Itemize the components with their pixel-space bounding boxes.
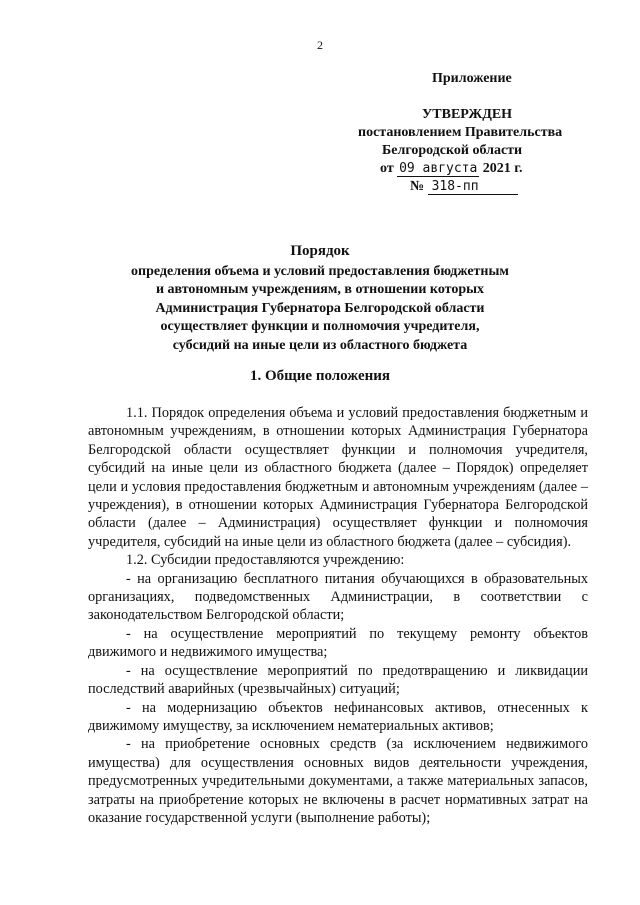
- list-item: - на осуществление мероприятий по текущему ремонту объектов движимого и недвижимого имущества;: [88, 625, 588, 661]
- approval-block: [330, 70, 630, 196]
- title-line: определения объема и условий предоставления бюджетным: [131, 263, 509, 279]
- handwritten-date: 09 августа: [399, 161, 478, 176]
- number-prefix: №: [410, 179, 425, 194]
- decree-year: 2021 г.: [482, 161, 523, 176]
- title-line: субсидий на иные цели из областного бюджета: [172, 337, 468, 353]
- handwritten-number: 318-пп: [428, 179, 518, 195]
- approved-label: УТВЕРЖДЕН: [422, 107, 513, 122]
- paragraph: 1.2. Субсидии предоставляются учреждению:: [126, 552, 405, 569]
- document-title: [0, 242, 640, 355]
- title-main: Порядок: [290, 243, 350, 259]
- list-item: - на приобретение основных средств (за исключением недвижимого имущества) для осуществления основных видов деятельности учреждения, предусмотренных учредительными документами, а также материальных запасов, затраты на приобретение которых не включены в расчет нормативных затрат на оказание государственной услуги (выполнение работы);: [88, 736, 588, 826]
- title-line: и автономным учреждениям, в отношении которых: [155, 282, 485, 297]
- page-number: 2: [317, 38, 323, 52]
- title-line: Администрация Губернатора Белгородской области: [155, 300, 485, 316]
- list-item: - на осуществление мероприятий по предотвращению и ликвидации последствий аварийных (чрезвычайных) ситуаций;: [88, 662, 588, 698]
- decree-label: постановлением Правительства: [358, 125, 563, 140]
- list-item: - на организацию бесплатного питания обучающихся в образовательных организациях, подведомственных Администрации, в соответствии с законодательством Белгородской области;: [88, 570, 588, 624]
- list-item: - на модернизацию объектов нефинансовых активов, отнесенных к движимому имуществу, за исключением нематериальных активов;: [88, 699, 588, 734]
- decree-number-line: [410, 178, 630, 196]
- title-line: осуществляет функции и полномочия учредителя,: [160, 319, 480, 334]
- date-prefix: от: [380, 161, 394, 176]
- decree-date-line: [380, 160, 630, 178]
- paragraph: 1.1. Порядок определения объема и условий предоставления бюджетным и автономным учреждениям, в отношении которых Администрация Губернатора Белгородской области осуществляет функции и полномочия учредителя, субсидий на иные цели из областного бюджета (далее – Порядок) определяет цели и условия предоставления бюджетным и автономным учреждениям (далее – учреждения), в отношении которых Администрация Губернатора Белгородской области (далее – Администрация) осуществляет функции и полномочия учредителя, субсидий на иные цели из областного бюджета (далее – субсидия).: [88, 405, 588, 550]
- appendix-label: Приложение: [432, 71, 512, 86]
- section-heading: 1. Общие положения: [249, 368, 391, 384]
- document-body: [88, 404, 588, 827]
- region-label: Белгородской области: [382, 143, 523, 158]
